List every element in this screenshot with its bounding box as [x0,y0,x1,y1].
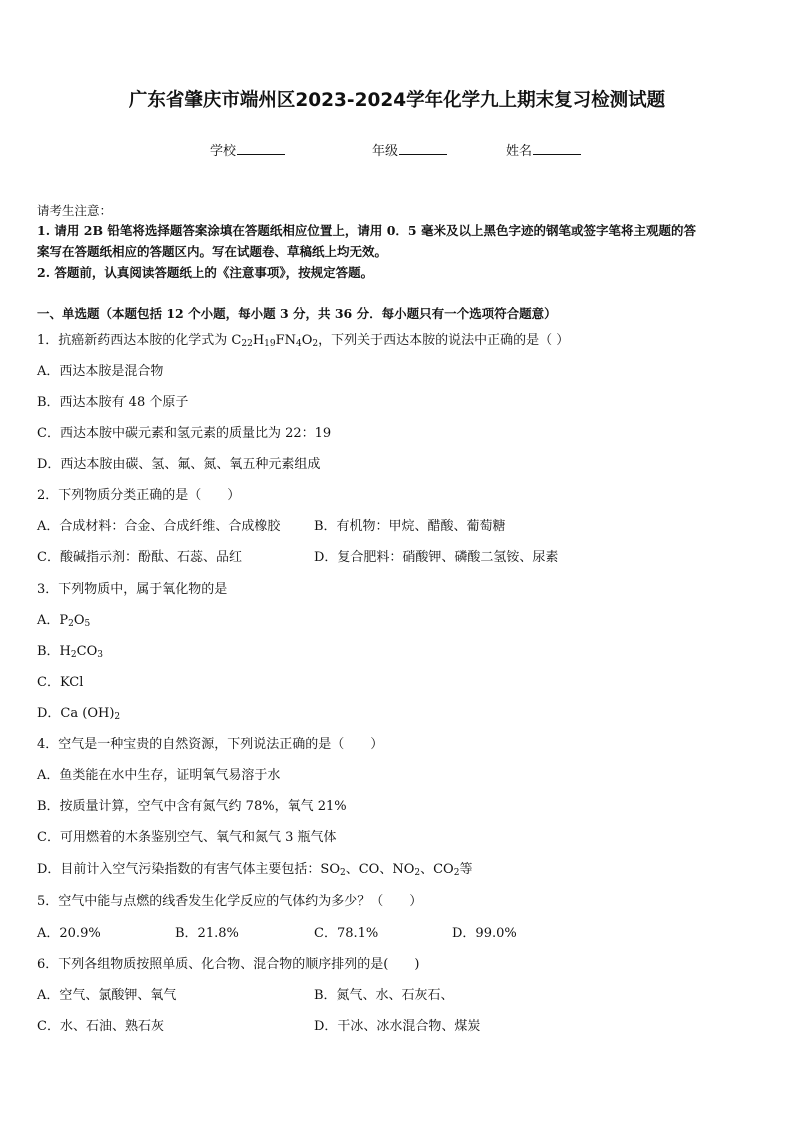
q3-b-text: B．H [37,644,71,659]
grade-label: 年级 [372,144,399,159]
q1-sub-2: 19 [264,339,276,349]
q4-d-sub-1: 2 [340,868,346,878]
question-5-option-d[interactable]: D．99.0% [452,926,517,941]
q4-d-sub-3: 2 [453,868,460,878]
grade-field [372,140,447,159]
q1-sub-3: 4 [296,339,302,349]
q1-stem-a: 1．抗癌新药西达本胺的化学式为 C [37,333,242,348]
q3-a-text: A．P [37,613,69,628]
question-3-option-d[interactable] [37,706,120,722]
q3-b-sub-2: 3 [97,650,103,660]
q3-d-sub-1: 2 [114,712,121,722]
exam-title: 广东省肇庆市端州区2023-2024学年化学九上期末复习检测试题 [128,90,666,111]
question-2-stem: 2．下列物质分类正确的是（ ） [37,488,241,503]
q4-d-text-a: D．目前计入空气污染指数的有害气体主要包括：SO [37,862,340,877]
q1-stem-c: FN [275,333,297,348]
question-1-option-c[interactable]: C．西达本胺中碳元素和氢元素的质量比为 22：19 [37,426,332,441]
question-6-option-d[interactable]: D．干冰、冰水混合物、煤炭 [314,1019,481,1034]
notice-item2: 2. 答题前，认真阅读答题纸上的《注意事项》，按规定答题。 [37,265,374,280]
school-field [210,140,285,159]
question-4-stem: 4．空气是一种宝贵的自然资源，下列说法正确的是（ ） [37,737,384,752]
grade-blank[interactable] [399,142,447,155]
question-5-option-c[interactable]: C．78.1% [314,926,379,941]
question-1-option-a[interactable]: A．西达本胺是混合物 [37,364,164,379]
question-6-option-b[interactable]: B．氮气、水、石灰石、 [314,988,454,1003]
question-4-option-a[interactable]: A．鱼类能在水中生存，证明氧气易溶于水 [37,768,281,783]
q1-stem-e: ，下列关于西达本胺的说法中正确的是（ ） [318,333,570,348]
q1-stem-d: O [301,333,313,348]
question-4-option-b[interactable]: B．按质量计算，空气中含有氮气约 78%，氧气 21% [37,799,347,814]
notice-item1-line2: 案写在答题纸相应的答题区内。写在试题卷、草稿纸上均无效。 [37,244,388,259]
name-label: 姓名 [506,144,533,159]
q3-b-text-b: CO [76,644,98,659]
question-6-stem: 6．下列各组物质按照单质、化合物、混合物的顺序排列的是( ) [37,957,420,972]
section-heading: 一、单选题（本题包括 12 个小题，每小题 3 分，共 36 分．每小题只有一个选项符合题意） [37,306,557,321]
question-3-option-c[interactable]: C．KCl [37,675,84,690]
question-5-stem: 5．空气中能与点燃的线香发生化学反应的气体约为多少？（ ） [37,894,423,909]
question-1-option-d[interactable]: D．西达本胺由碳、氢、氟、氮、氧五种元素组成 [37,457,321,472]
question-2-option-d[interactable]: D．复合肥料：硝酸钾、磷酸二氢铵、尿素 [314,550,559,565]
name-blank[interactable] [533,142,581,155]
q1-sub-4: 2 [312,339,319,349]
question-1-stem [37,333,569,349]
question-1-option-b[interactable]: B．西达本胺有 48 个原子 [37,395,189,410]
q3-a-sub-1: 2 [68,619,74,629]
question-2-option-c[interactable]: C．酸碱指示剂：酚酞、石蕊、品红 [37,550,242,565]
question-2-option-a[interactable]: A．合成材料：合金、合成纤维、合成橡胶 [37,519,281,534]
q3-a-text-b: O [73,613,85,628]
question-6-option-c[interactable]: C．水、石油、熟石灰 [37,1019,164,1034]
q4-d-text-b: 、CO、NO [345,862,415,877]
question-5-option-a[interactable]: A．20.9% [37,926,101,941]
question-3-stem: 3．下列物质中，属于氧化物的是 [37,582,228,597]
question-2-option-b[interactable]: B．有机物：甲烷、醋酸、葡萄糖 [314,519,506,534]
question-6-option-a[interactable]: A．空气、氯酸钾、氧气 [37,988,177,1003]
school-label: 学校 [210,144,237,159]
q3-b-sub-1: 2 [70,650,77,660]
q3-a-sub-2: 5 [84,619,91,629]
q4-d-text-d: 等 [459,862,473,877]
question-4-option-c[interactable]: C．可用燃着的木条鉴别空气、氧气和氮气 3 瓶气体 [37,830,337,845]
name-field [506,140,581,159]
notice-item1-line1: 1. 请用 2B 铅笔将选择题答案涂填在答题纸相应位置上，请用 0．5 毫米及以上黑色字迹的钢笔或签字笔将主观题的答 [37,223,696,238]
q1-stem-b: H [252,333,265,348]
question-3-option-b[interactable] [37,644,103,660]
notice-heading: 请考生注意： [37,203,113,218]
q4-d-text-c: 、CO [420,862,454,877]
question-4-option-d[interactable] [37,862,472,878]
q1-sub-1: 22 [241,339,253,349]
school-blank[interactable] [237,142,285,155]
question-3-option-a[interactable] [37,613,90,629]
q4-d-sub-2: 2 [414,868,421,878]
question-5-option-b[interactable]: B．21.8% [175,926,239,941]
q3-d-text: D．Ca (OH) [37,706,115,721]
